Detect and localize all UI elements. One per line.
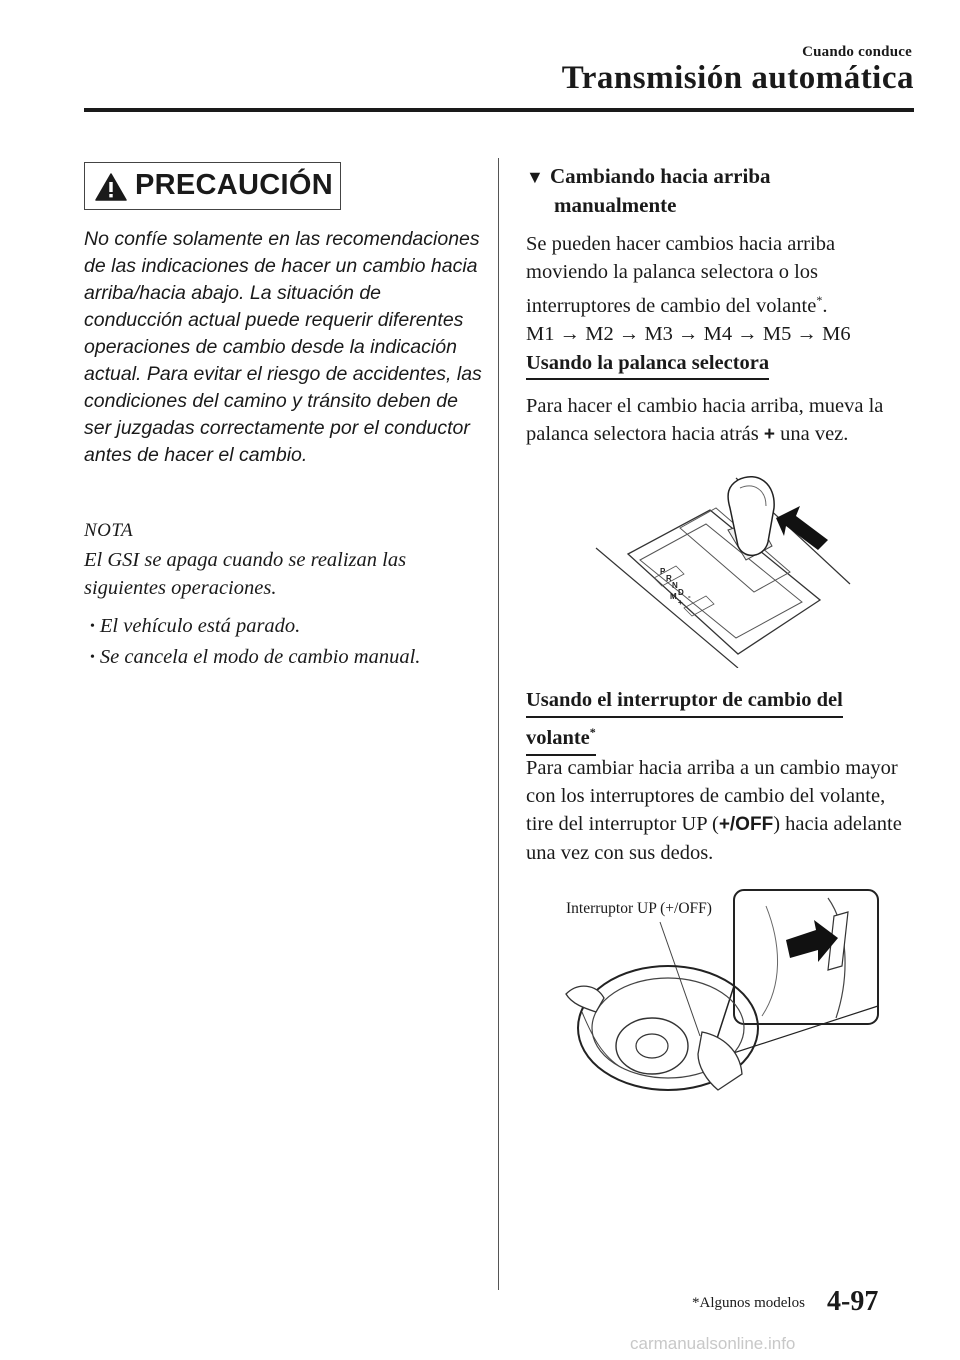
warning-icon xyxy=(95,172,127,202)
bullet-icon: • xyxy=(90,650,95,665)
footnote: *Algunos modelos xyxy=(692,1295,805,1311)
note-text: El GSI se apaga cuando se realizan las siguientes operaciones. xyxy=(84,549,407,599)
lever-heading: Usando la palanca selectora xyxy=(526,352,769,380)
page-number: 4-97 xyxy=(827,1286,879,1317)
list-item xyxy=(90,643,490,674)
up-off-symbol: +/OFF xyxy=(718,814,774,835)
running-header-title: Transmisión automática xyxy=(561,60,914,96)
shift-lever-illustration xyxy=(588,468,852,668)
lever-paragraph: Para hacer el cambio hacia arriba, mueva la palanca selectora hacia atrás + una vez. xyxy=(526,395,884,445)
gate-letter-d: D xyxy=(678,588,684,597)
column-divider xyxy=(498,158,499,1290)
triangle-marker-icon: ▼ xyxy=(526,167,544,187)
note-title: NOTA xyxy=(84,520,134,541)
caution-label: PRECAUCIÓN xyxy=(135,169,333,201)
section-title: ▼ Cambiando hacia arriba manualmente xyxy=(526,164,771,217)
gear-sequence: M1 → M2 → M3 → M4 → M5 → M6 xyxy=(526,322,851,345)
list-item xyxy=(90,612,490,643)
gate-letter-r: R xyxy=(666,574,672,583)
intro-paragraph: Se pueden hacer cambios hacia arriba moviendo la palanca selectora o los interruptores de cambio del volante*. M1 → M2 → M3 → M4 → M5 → M6 xyxy=(526,233,851,345)
watermark: carmanualsonline.info xyxy=(630,1334,796,1353)
bullet-icon: • xyxy=(90,619,95,634)
gate-letter-p: P xyxy=(660,567,666,576)
header-rule xyxy=(84,108,914,112)
switch-paragraph: Para cambiar hacia arriba a un cambio mayor con los interruptores de cambio del volante, tire del interruptor UP (+/OFF) hacia adelante una vez con sus dedos. xyxy=(526,757,902,864)
note-item-text: Se cancela el modo de cambio manual. xyxy=(99,646,421,668)
note-item-text: El vehículo está parado. xyxy=(99,615,301,637)
figure-callout-label: Interruptor UP (+/OFF) xyxy=(566,900,712,917)
running-header-subtitle: Cuando conduce xyxy=(802,44,912,60)
note-list xyxy=(90,612,490,674)
plus-symbol: + xyxy=(763,424,775,445)
gate-letter-minus: - xyxy=(688,592,691,601)
gate-letter-m: M xyxy=(670,592,677,601)
gate-letter-n: N xyxy=(672,581,678,590)
caution-box xyxy=(84,162,341,210)
gate-letter-plus: + xyxy=(678,598,683,607)
caution-text: No confíe solamente en las recomendaciones de las indicaciones de hacer un cambio hacia arriba/hacia abajo. La situación de conducción actual puede requerir diferentes operaciones de cambio desde la indicación actual. Para evitar el riesgo de accidentes, las condiciones del camino y tránsito deben de ser juzgadas correctamente por el conductor antes de hacer el cambio. xyxy=(84,228,482,466)
switch-heading: Usando el interruptor de cambio del volante* xyxy=(526,686,886,756)
